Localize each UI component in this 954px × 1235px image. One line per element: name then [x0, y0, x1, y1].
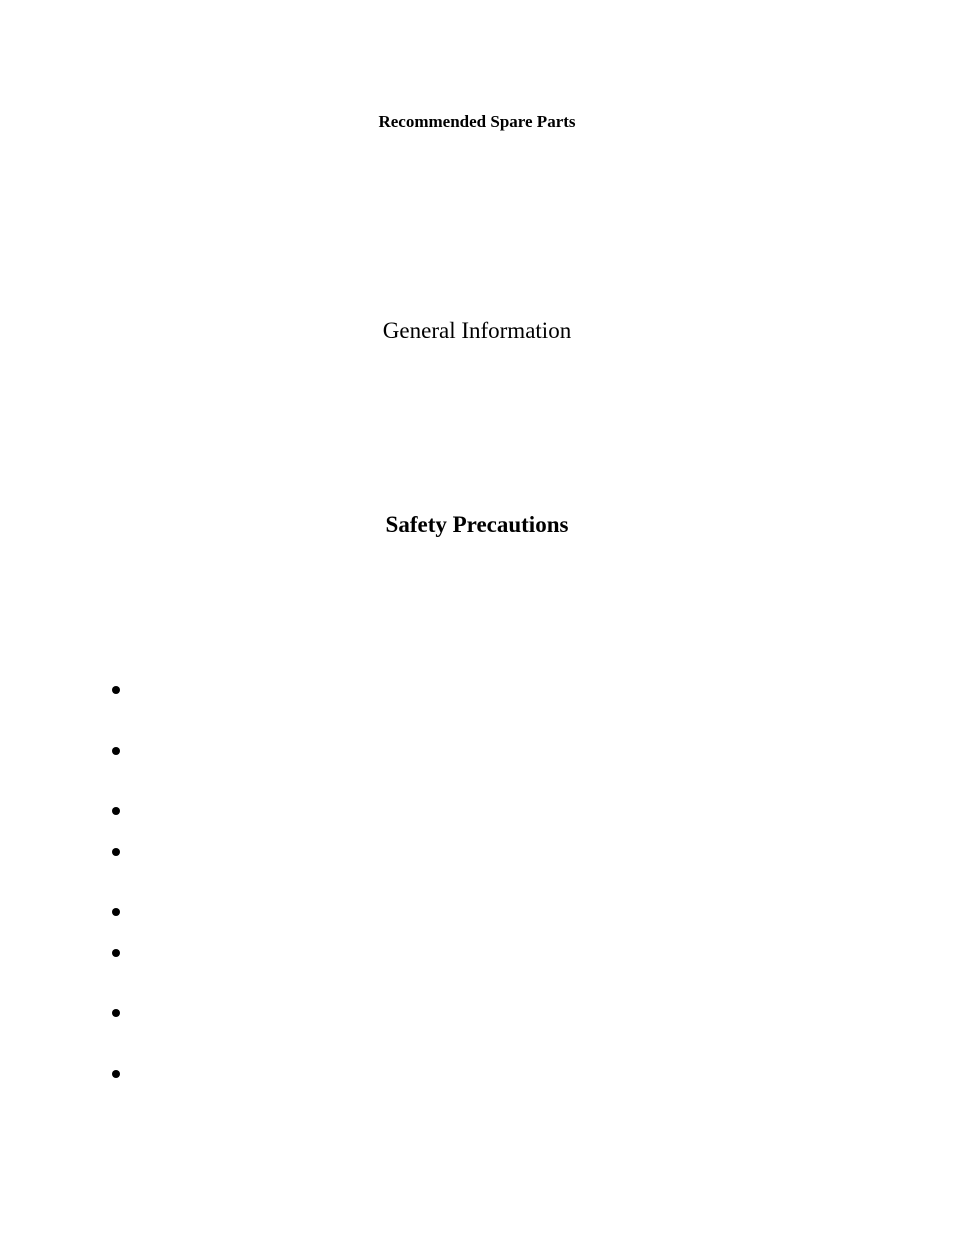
bullet-point-7: [112, 1009, 120, 1017]
bullet-point-6: [112, 949, 120, 957]
bullet-point-8: [112, 1070, 120, 1078]
bullet-point-5: [112, 908, 120, 916]
safety-precautions-heading: Safety Precautions: [385, 512, 569, 537]
bullet-point-4: [112, 848, 120, 856]
bullet-point-1: [112, 686, 120, 694]
general-information-heading: General Information: [382, 318, 572, 343]
bullet-point-3: [112, 807, 120, 815]
bullet-point-2: [112, 747, 120, 755]
spare-parts-heading: Recommended Spare Parts: [378, 112, 576, 131]
